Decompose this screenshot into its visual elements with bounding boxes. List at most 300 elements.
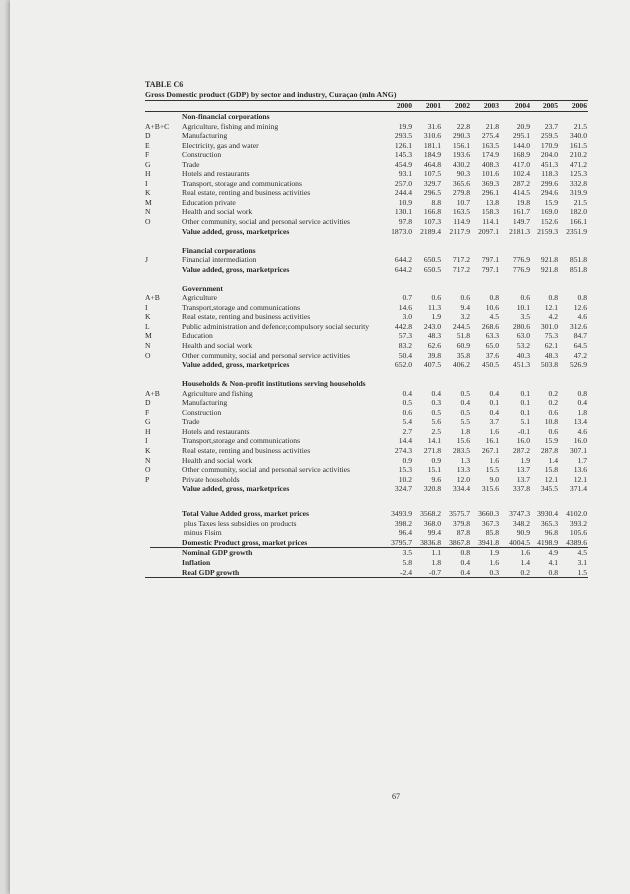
cell-value: 5.4 xyxy=(402,417,412,427)
sector-code: A+B+C xyxy=(145,121,170,131)
sector-code: O xyxy=(145,217,151,227)
cell-value: 379.8 xyxy=(452,518,470,528)
cell-value: 166.8 xyxy=(423,207,441,217)
row-label: Real estate, renting and business activities xyxy=(182,312,311,322)
cell-value: 3660.3 xyxy=(478,509,499,519)
cell-value: 48.3 xyxy=(544,350,558,360)
table-row xyxy=(145,436,588,446)
cell-value: 87.8 xyxy=(456,528,470,538)
cell-value: 118.3 xyxy=(541,169,558,179)
table-row xyxy=(145,217,588,227)
cell-value: 1873.0 xyxy=(391,226,412,236)
cell-value: 293.5 xyxy=(394,131,412,141)
sector-code: M xyxy=(145,331,152,341)
cell-value: 13.7 xyxy=(516,474,530,484)
cell-value: 0.6 xyxy=(431,293,441,303)
cell-value: 3575.7 xyxy=(449,509,470,519)
cell-value: 0.6 xyxy=(548,426,558,436)
cell-value: 1.9 xyxy=(489,548,499,558)
cell-value: 0.5 xyxy=(460,407,470,417)
section-heading-row xyxy=(145,379,588,389)
cell-value: 39.8 xyxy=(427,350,441,360)
cell-value: 48.3 xyxy=(427,331,441,341)
row-label: Agriculture, fishing and mining xyxy=(182,121,279,131)
cell-value: 12.1 xyxy=(544,302,558,312)
table-row xyxy=(145,427,588,437)
section-total-row xyxy=(145,360,588,370)
cell-value: 15.1 xyxy=(427,465,441,475)
spacer-row xyxy=(145,236,588,246)
cell-value: 12.0 xyxy=(456,474,470,484)
cell-value: 717.2 xyxy=(452,255,470,265)
cell-value: 182.0 xyxy=(569,207,587,217)
row-label: Value added, gross, marketprices xyxy=(182,264,290,274)
cell-value: 158.3 xyxy=(481,207,499,217)
cell-value: 0.5 xyxy=(431,407,441,417)
cell-value: 0.7 xyxy=(402,293,412,303)
cell-value: 107.3 xyxy=(423,217,441,227)
table-title: TABLE C6 xyxy=(145,80,184,89)
cell-value: 63.0 xyxy=(516,331,530,341)
table-row xyxy=(145,122,588,132)
cell-value: 1.6 xyxy=(489,455,499,465)
table-row xyxy=(145,255,588,265)
cell-value: 16.1 xyxy=(485,436,499,446)
cell-value: 294.6 xyxy=(540,188,558,198)
table-subtitle: Gross Domestic product (GDP) by sector and industry, Curaçao (mln ANG) xyxy=(145,90,588,101)
cell-value: 274.3 xyxy=(394,446,412,455)
cell-value: 4.5 xyxy=(489,312,499,322)
cell-value: 0.4 xyxy=(431,388,441,398)
cell-value: 163.5 xyxy=(481,140,499,150)
sector-code: K xyxy=(145,312,151,322)
cell-value: 5.8 xyxy=(402,557,412,567)
cell-value: 204.0 xyxy=(540,150,558,160)
cell-value: 324.7 xyxy=(394,484,412,494)
cell-value: 5.1 xyxy=(520,417,530,427)
sector-code: L xyxy=(145,321,150,331)
cell-value: 393.2 xyxy=(569,518,587,528)
cell-value: 407.5 xyxy=(423,360,441,370)
document-page xyxy=(10,0,630,894)
cell-value: 31.6 xyxy=(427,121,441,131)
row-label: Transport,storage and communications xyxy=(182,436,301,446)
cell-value: 0.1 xyxy=(520,407,530,417)
row-label: Domestic Product gross, market prices xyxy=(182,537,308,547)
cell-value: 408.3 xyxy=(481,159,499,169)
cell-value: -0.7 xyxy=(428,567,441,577)
cell-value: 15.6 xyxy=(456,436,470,446)
cell-value: 650.5 xyxy=(423,255,441,265)
cell-value: 319.9 xyxy=(569,188,587,198)
cell-value: 16.0 xyxy=(573,436,587,446)
cell-value: 144.0 xyxy=(512,140,530,150)
row-label: Hotels and restaurants xyxy=(182,169,250,179)
cell-value: 3.5 xyxy=(520,312,530,322)
cell-value: 0.2 xyxy=(548,388,558,398)
row-label: Other community, social and personal service activities xyxy=(182,217,350,227)
cell-value: 40.3 xyxy=(516,350,530,360)
cell-value: 2181.3 xyxy=(509,226,530,236)
table-row xyxy=(145,312,588,322)
table-row xyxy=(145,169,588,179)
cell-value: 13.8 xyxy=(485,197,499,207)
cell-value: 451.3 xyxy=(512,360,530,370)
cell-value: 287.2 xyxy=(512,446,530,455)
cell-value: 0.8 xyxy=(548,293,558,303)
row-label: Private households xyxy=(182,474,240,484)
year-header: 2003 xyxy=(483,101,499,110)
section-heading-row xyxy=(145,112,588,122)
row-label: Value added, gross, marketprices xyxy=(182,226,290,236)
cell-value: 169.0 xyxy=(540,207,558,217)
growth-row xyxy=(145,558,588,568)
cell-value: 83.2 xyxy=(398,341,412,351)
table-row xyxy=(145,179,588,189)
cell-value: 62.6 xyxy=(427,341,441,351)
sector-code: N xyxy=(145,455,151,465)
row-label: Trade xyxy=(182,159,200,169)
cell-value: 3941.8 xyxy=(478,537,499,547)
cell-value: 10.6 xyxy=(485,302,499,312)
cell-value: 0.2 xyxy=(520,567,530,577)
cell-value: 12.6 xyxy=(573,302,587,312)
cell-value: 90.9 xyxy=(516,528,530,538)
cell-value: 23.7 xyxy=(544,121,558,131)
row-label: Transport, storage and communications xyxy=(182,178,302,188)
sector-code: F xyxy=(145,407,150,417)
row-label: plus Taxes less subsidies on products xyxy=(182,518,297,528)
cell-value: 4389.6 xyxy=(566,537,587,547)
cell-value: 10.8 xyxy=(544,417,558,427)
cell-value: 365.6 xyxy=(452,178,470,188)
cell-value: 101.6 xyxy=(481,169,499,179)
table-row xyxy=(145,389,588,399)
cell-value: 287.2 xyxy=(512,178,530,188)
cell-value: 3836.8 xyxy=(420,537,441,547)
cell-value: 332.8 xyxy=(569,178,587,188)
cell-value: 301.0 xyxy=(540,321,558,331)
cell-value: 3.0 xyxy=(402,312,412,322)
cell-value: 0.6 xyxy=(460,293,470,303)
cell-value: 464.8 xyxy=(423,159,441,169)
section-heading-row xyxy=(145,246,588,256)
row-label: Total Value Added gross, market prices xyxy=(182,509,309,519)
cell-value: 367.3 xyxy=(481,518,499,528)
row-label: Other community, social and personal service activities xyxy=(182,465,350,475)
cell-value: 184.9 xyxy=(423,150,441,160)
cell-value: 4198.9 xyxy=(537,537,558,547)
cell-value: 3930.4 xyxy=(537,509,558,519)
cell-value: 243.0 xyxy=(423,321,441,331)
summary-row xyxy=(145,538,588,548)
cell-value: 271.8 xyxy=(423,446,441,455)
table-row xyxy=(145,351,588,361)
cell-value: 14.6 xyxy=(398,302,412,312)
cell-value: 776.9 xyxy=(512,264,530,274)
cell-value: 1.1 xyxy=(431,548,441,558)
cell-value: 93.1 xyxy=(398,169,412,179)
row-label: Value added, gross, marketprices xyxy=(182,484,290,494)
cell-value: 0.6 xyxy=(548,407,558,417)
cell-value: 60.9 xyxy=(456,341,470,351)
cell-value: 149.7 xyxy=(512,217,530,227)
cell-value: 644.2 xyxy=(394,264,412,274)
cell-value: 279.8 xyxy=(452,188,470,198)
cell-value: 15.5 xyxy=(485,465,499,475)
cell-value: 275.4 xyxy=(481,131,499,141)
cell-value: 0.3 xyxy=(431,398,441,408)
cell-value: 96.8 xyxy=(544,528,558,538)
cell-value: 0.5 xyxy=(460,388,470,398)
table-row xyxy=(145,293,588,303)
sector-code: D xyxy=(145,131,151,141)
cell-value: 130.1 xyxy=(394,207,412,217)
table-row xyxy=(145,408,588,418)
spacer-row xyxy=(145,274,588,284)
cell-value: 526.9 xyxy=(569,360,587,370)
cell-value: 471.2 xyxy=(569,159,587,169)
sector-code: F xyxy=(145,150,150,160)
cell-value: 97.8 xyxy=(398,217,412,227)
cell-value: 0.1 xyxy=(489,398,499,408)
cell-value: 10.1 xyxy=(516,302,530,312)
cell-value: 368.0 xyxy=(423,518,441,528)
cell-value: 47.2 xyxy=(573,350,587,360)
table-row xyxy=(145,303,588,313)
cell-value: 369.3 xyxy=(481,178,499,188)
cell-value: 5.6 xyxy=(431,417,441,427)
cell-value: 296.5 xyxy=(423,188,441,198)
cell-value: 161.5 xyxy=(569,140,587,150)
cell-value: 921.8 xyxy=(540,264,558,274)
cell-value: 3.5 xyxy=(402,548,412,558)
cell-value: 65.0 xyxy=(485,341,499,351)
row-label: Health and social work xyxy=(182,341,253,351)
table-row xyxy=(145,465,588,475)
cell-value: 21.5 xyxy=(573,121,587,131)
cell-value: 450.5 xyxy=(481,360,499,370)
cell-value: 345.5 xyxy=(540,484,558,494)
cell-value: 257.0 xyxy=(394,178,412,188)
row-label: Real estate, renting and business activities xyxy=(182,188,311,198)
cell-value: 4.5 xyxy=(577,548,587,558)
cell-value: 21.8 xyxy=(485,121,499,131)
cell-value: 53.2 xyxy=(516,341,530,351)
sector-code: I xyxy=(145,436,148,446)
page-number: 67 xyxy=(392,792,400,801)
table-row xyxy=(145,475,588,485)
table-row xyxy=(145,141,588,151)
row-label: Construction xyxy=(182,407,222,417)
cell-value: 75.3 xyxy=(544,331,558,341)
cell-value: 170.9 xyxy=(540,140,558,150)
cell-value: 299.6 xyxy=(540,178,558,188)
table-row xyxy=(145,456,588,466)
cell-value: -0.1 xyxy=(517,426,530,436)
cell-value: 320.8 xyxy=(423,484,441,494)
cell-value: 2159.3 xyxy=(537,226,558,236)
section-heading: Non-financial corporations xyxy=(182,112,270,121)
year-header: 2005 xyxy=(542,101,558,110)
cell-value: 4004.5 xyxy=(509,537,530,547)
cell-value: 0.6 xyxy=(520,293,530,303)
table-row xyxy=(145,160,588,170)
cell-value: 163.5 xyxy=(452,207,470,217)
year-header-row xyxy=(145,101,588,112)
cell-value: 152.6 xyxy=(540,217,558,227)
row-label: Value added, gross, marketprices xyxy=(182,360,290,370)
cell-value: 16.0 xyxy=(516,436,530,446)
cell-value: 168.9 xyxy=(512,150,530,160)
table-row xyxy=(145,207,588,217)
cell-value: 3568.2 xyxy=(420,509,441,519)
cell-value: 8.8 xyxy=(431,197,441,207)
cell-value: 62.1 xyxy=(544,341,558,351)
sector-code: O xyxy=(145,465,151,475)
cell-value: 9.0 xyxy=(489,474,499,484)
cell-value: 3795.7 xyxy=(391,537,412,547)
row-label: Financial intermediation xyxy=(182,255,257,265)
cell-value: 2189.4 xyxy=(420,226,441,236)
cell-value: 3493.9 xyxy=(391,509,412,519)
row-label: Electricity, gas and water xyxy=(182,140,259,150)
cell-value: 9.4 xyxy=(460,302,470,312)
row-label: Agriculture xyxy=(182,293,218,303)
cell-value: 417.0 xyxy=(512,159,530,169)
cell-value: 287.8 xyxy=(540,446,558,455)
cell-value: 96.4 xyxy=(398,528,412,538)
cell-value: 1.6 xyxy=(489,557,499,567)
cell-value: 4.1 xyxy=(548,557,558,567)
sector-code: D xyxy=(145,398,151,408)
cell-value: 650.5 xyxy=(423,264,441,274)
cell-value: 315.6 xyxy=(481,484,499,494)
table-body xyxy=(145,112,588,578)
row-label: Health and social work xyxy=(182,455,253,465)
cell-value: 0.8 xyxy=(460,548,470,558)
cell-value: 2.7 xyxy=(402,426,412,436)
cell-value: 15.3 xyxy=(398,465,412,475)
cell-value: 13.6 xyxy=(573,465,587,475)
cell-value: 50.4 xyxy=(398,350,412,360)
cell-value: 0.4 xyxy=(489,388,499,398)
cell-value: 0.5 xyxy=(402,398,412,408)
cell-value: 15.9 xyxy=(544,197,558,207)
cell-value: 307.1 xyxy=(569,446,587,455)
cell-value: 365.3 xyxy=(540,518,558,528)
cell-value: 193.6 xyxy=(452,150,470,160)
cell-value: 259.5 xyxy=(540,131,558,141)
cell-value: 851.8 xyxy=(569,264,587,274)
cell-value: 156.1 xyxy=(452,140,470,150)
cell-value: 1.5 xyxy=(577,567,587,577)
cell-value: 0.8 xyxy=(577,293,587,303)
row-label: Education private xyxy=(182,197,236,207)
row-label: Inflation xyxy=(182,557,211,567)
table-row xyxy=(145,446,588,456)
cell-value: 329.7 xyxy=(423,178,441,188)
cell-value: 280.6 xyxy=(512,321,530,331)
cell-value: 37.6 xyxy=(485,350,499,360)
cell-value: 371.4 xyxy=(569,484,587,494)
cell-value: 3.2 xyxy=(460,312,470,322)
row-label: Agriculture and fishing xyxy=(182,388,253,398)
cell-value: 290.3 xyxy=(452,131,470,141)
cell-value: 0.8 xyxy=(577,388,587,398)
cell-value: 2351.9 xyxy=(566,226,587,236)
cell-value: 210.2 xyxy=(569,150,587,160)
cell-value: 10.9 xyxy=(398,197,412,207)
sector-code: M xyxy=(145,197,152,207)
cell-value: 921.8 xyxy=(540,255,558,265)
year-header: 2000 xyxy=(396,101,412,110)
cell-value: 125.3 xyxy=(569,169,587,179)
cell-value: 102.4 xyxy=(512,169,530,179)
cell-value: 4.9 xyxy=(548,548,558,558)
cell-value: 0.1 xyxy=(520,398,530,408)
cell-value: 717.2 xyxy=(452,264,470,274)
cell-value: 114.1 xyxy=(482,217,499,227)
cell-value: 244.4 xyxy=(394,188,412,198)
sector-code: I xyxy=(145,302,148,312)
cell-value: 174.9 xyxy=(481,150,499,160)
cell-value: 0.4 xyxy=(577,398,587,408)
sector-code: N xyxy=(145,341,151,351)
cell-value: 283.5 xyxy=(452,446,470,455)
table-row xyxy=(145,150,588,160)
cell-value: 15.9 xyxy=(544,436,558,446)
row-label: Manufacturing xyxy=(182,131,228,141)
cell-value: 85.8 xyxy=(485,528,499,538)
sector-code: P xyxy=(145,474,150,484)
cell-value: 1.4 xyxy=(548,455,558,465)
cell-value: 166.1 xyxy=(569,217,587,227)
cell-value: 10.2 xyxy=(398,474,412,484)
table-row xyxy=(145,341,588,351)
table-row xyxy=(145,331,588,341)
cell-value: 51.8 xyxy=(456,331,470,341)
cell-value: 12.1 xyxy=(573,474,587,484)
sector-code: H xyxy=(145,426,151,436)
sector-code: K xyxy=(145,188,151,198)
cell-value: 4.2 xyxy=(548,312,558,322)
row-label: Construction xyxy=(182,150,222,160)
cell-value: 296.1 xyxy=(481,188,499,198)
cell-value: 2097.1 xyxy=(478,226,499,236)
cell-value: 0.9 xyxy=(402,455,412,465)
row-label: Real GDP growth xyxy=(182,567,240,577)
cell-value: 244.5 xyxy=(452,321,470,331)
cell-value: 64.5 xyxy=(573,341,587,351)
section-heading-row xyxy=(145,284,588,294)
cell-value: 414.5 xyxy=(512,188,530,198)
spacer-row xyxy=(145,370,588,380)
cell-value: 430.2 xyxy=(452,159,470,169)
cell-value: 90.3 xyxy=(456,169,470,179)
cell-value: 0.4 xyxy=(460,398,470,408)
cell-value: 19.9 xyxy=(398,121,412,131)
cell-value: 181.1 xyxy=(423,140,441,150)
cell-value: 1.4 xyxy=(520,557,530,567)
sector-code: G xyxy=(145,159,151,169)
cell-value: 35.8 xyxy=(456,350,470,360)
cell-value: 1.3 xyxy=(460,455,470,465)
table-row xyxy=(145,198,588,208)
cell-value: 3.1 xyxy=(577,557,587,567)
cell-value: 14.1 xyxy=(427,436,441,446)
cell-value: 4102.0 xyxy=(566,509,587,519)
